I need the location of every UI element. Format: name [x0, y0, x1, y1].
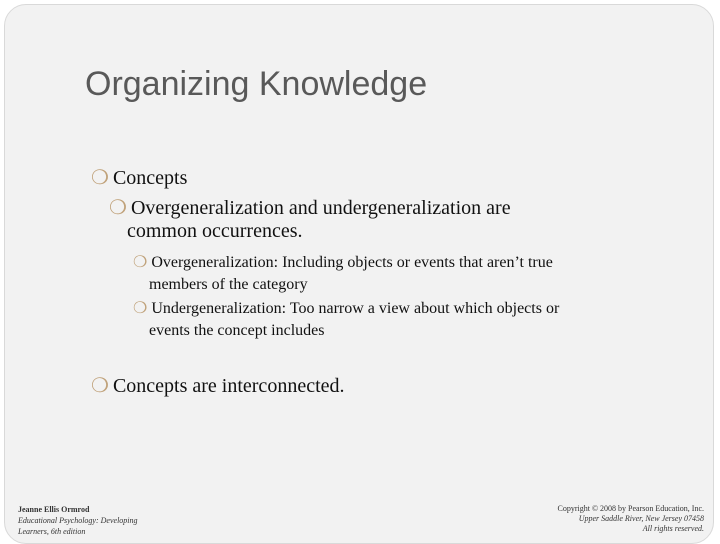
bullet-overgeneralization-definition	[133, 251, 693, 296]
footer-author: Jeanne Ellis Ormrod	[18, 505, 90, 514]
bullet-text-continuation: common occurrences.	[127, 220, 303, 242]
footer-copyright	[558, 504, 705, 534]
bullet-icon: ❍	[133, 252, 148, 271]
copyright-rights: All rights reserved.	[642, 524, 704, 533]
slide-title: Organizing Knowledge	[85, 65, 428, 103]
bullet-text: Overgeneralization: Including objects or events that aren’t true	[151, 254, 553, 271]
bullet-text: Concepts	[112, 167, 188, 189]
bullet-undergeneralization-definition	[133, 297, 693, 342]
bullet-icon: ❍	[91, 165, 109, 189]
bullet-text: Concepts are interconnected.	[112, 375, 345, 397]
bullet-text: Undergeneralization: Too narrow a view about which objects or	[151, 300, 560, 317]
bullet-text-continuation: members of the category	[149, 276, 308, 293]
copyright-address: Upper Saddle River, New Jersey 07458	[578, 514, 704, 523]
footer-book-title: Educational Psychology: Developing	[18, 516, 138, 525]
bullet-text: Overgeneralization and undergeneralization are	[130, 197, 511, 219]
bullet-concepts-interconnected	[91, 373, 345, 398]
slide-canvas	[4, 4, 714, 544]
bullet-icon: ❍	[133, 298, 148, 317]
copyright-line: Copyright © 2008 by Pearson Education, Inc.	[557, 504, 704, 513]
bullet-icon: ❍	[109, 195, 127, 219]
bullet-overgeneralization-undergeneralization	[109, 196, 629, 243]
footer-book-edition: Learners, 6th edition	[18, 527, 86, 536]
footer-book-info	[18, 504, 138, 537]
bullet-concepts	[91, 165, 187, 190]
bullet-icon: ❍	[91, 373, 109, 397]
bullet-text-continuation: events the concept includes	[149, 322, 325, 339]
